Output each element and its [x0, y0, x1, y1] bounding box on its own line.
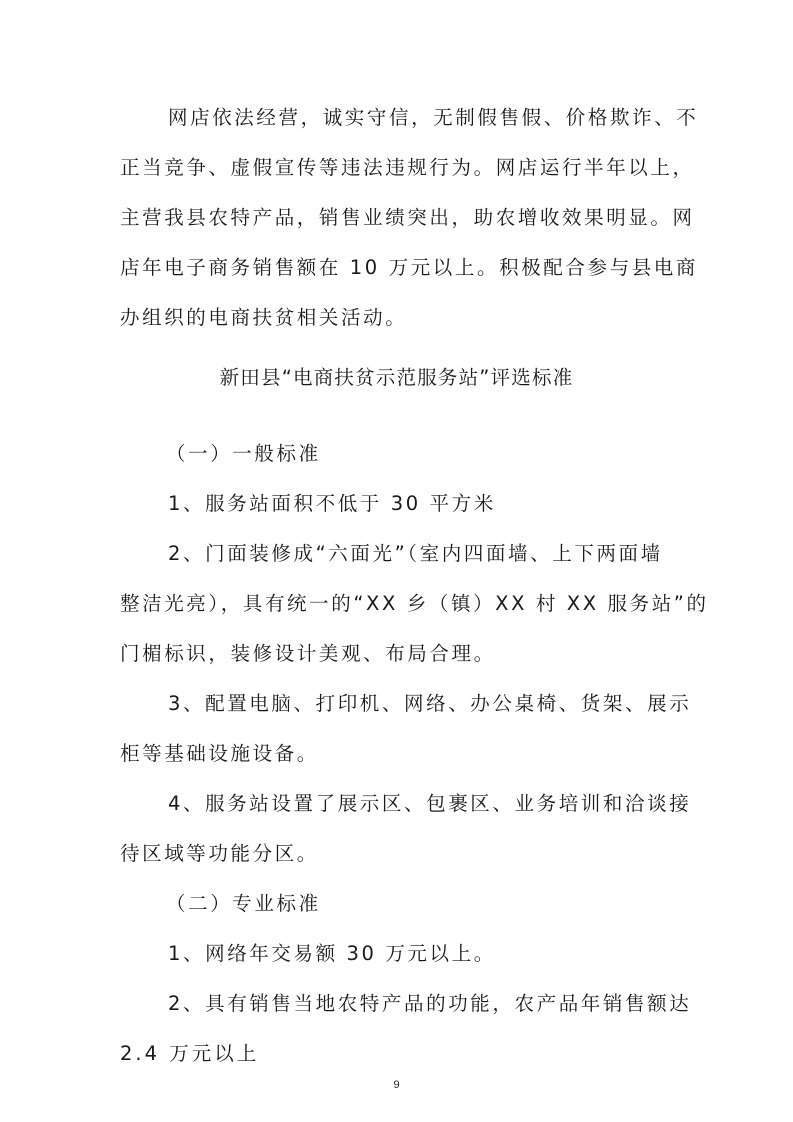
- general-item-2-line-2: 整洁光亮），具有统一的“XX 乡（镇）XX 村 XX 服务站”的: [120, 592, 709, 615]
- professional-item-1: 1、网络年交易额 30 万元以上。: [168, 942, 496, 965]
- general-item-3-line-2: 柜等基础设施设备。: [120, 742, 319, 765]
- intro-line-4: 店年电子商务销售额在 10 万元以上。积极配合参与县电商: [120, 256, 699, 279]
- general-item-3-line-1: 3、配置电脑、打印机、网络、办公桌椅、货架、展示: [168, 692, 692, 715]
- professional-item-2-line-1: 2、具有销售当地农特产品的功能，农产品年销售额达: [168, 992, 692, 1015]
- professional-item-2-line-2: 2.4 万元以上: [120, 1042, 260, 1065]
- intro-line-2: 正当竞争、虚假宣传等违法违规行为。网店运行半年以上，: [120, 156, 695, 179]
- intro-line-3: 主营我县农特产品，销售业绩突出，助农增收效果明显。网: [120, 206, 695, 229]
- professional-heading: （二）专业标准: [166, 892, 321, 915]
- section-title: 新田县“电商扶贫示范服务站”评选标准: [219, 366, 574, 389]
- intro-line-1: 网店依法经营，诚实守信，无制假售假、价格欺诈、不: [168, 106, 699, 129]
- intro-line-5: 办组织的电商扶贫相关活动。: [120, 306, 408, 329]
- general-item-2-line-1: 2、门面装修成“六面光”（室内四面墙、上下两面墙: [168, 542, 663, 565]
- general-item-2-line-3: 门楣标识，装修设计美观、布局合理。: [120, 642, 496, 665]
- general-heading: （一）一般标准: [166, 442, 321, 465]
- general-item-1: 1、服务站面积不低于 30 平方米: [168, 492, 496, 515]
- page-number: 9: [393, 1079, 400, 1091]
- general-item-4-line-2: 待区域等功能分区。: [120, 842, 319, 865]
- general-item-4-line-1: 4、服务站设置了展示区、包裹区、业务培训和洽谈接: [168, 792, 692, 815]
